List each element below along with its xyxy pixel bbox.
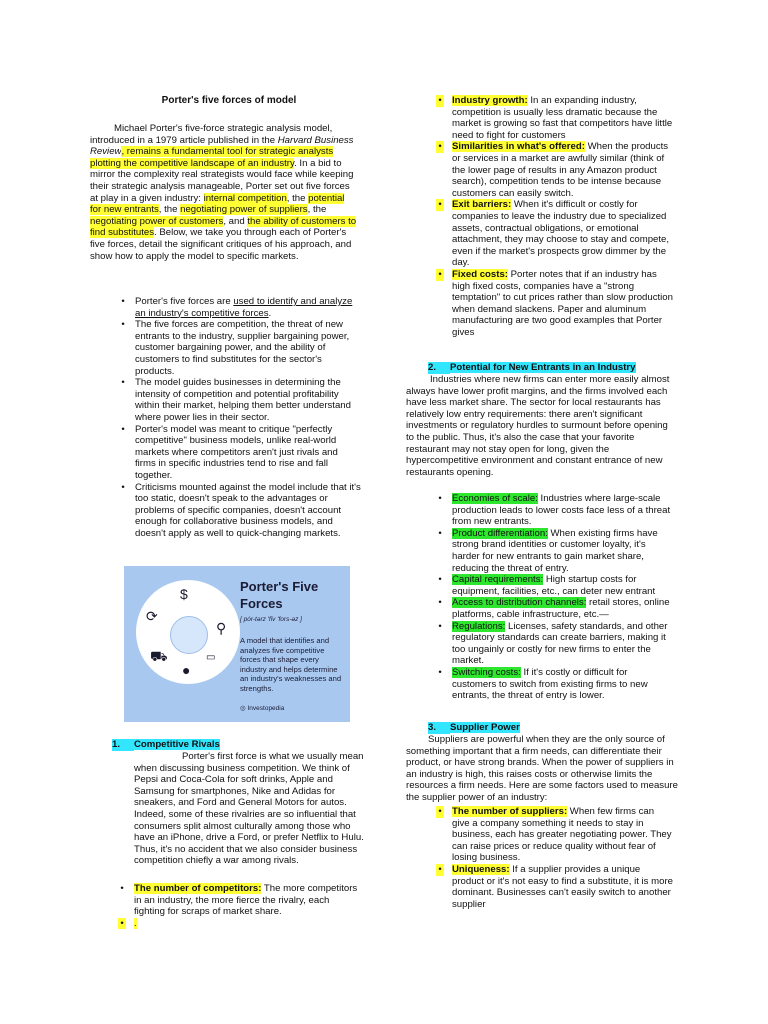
forces-wheel xyxy=(136,580,240,684)
refresh-icon: ⟳ xyxy=(146,608,158,624)
item-label: Economies of scale: xyxy=(452,493,538,504)
list-item: • Uniqueness: If a supplier provides a unique product or it's not easy to find a substitute, it is more dominant. Businesses can't easily switch to another supplier xyxy=(452,864,674,910)
infographic-pronunciation: [ pȯr-tərz 'fīv 'fors-əz ] xyxy=(240,616,302,623)
intro-text-2: . In a bid to mirror the complexity real strategists would face while keeping their strategic analysis manageable, Porter set out five forces at play in a given industry: xyxy=(90,157,354,204)
key-takeaways-list xyxy=(121,296,361,539)
search-icon: ⚲ xyxy=(216,620,227,636)
brand-label: Investopedia xyxy=(247,705,285,712)
wheel-hub xyxy=(170,616,208,654)
investopedia-logo: ◎ Investopedia xyxy=(240,705,285,712)
list-item: • Porter's model was meant to critique "perfectly competitive" business models, unlike real-world markets where competitors aren't just rivals and firms in specific industries tend to rise and fall together. xyxy=(121,423,338,481)
intro-text-4: , the xyxy=(158,204,181,216)
list-item: • The number of suppliers: When few firms can give a company something it needs to stay in business, each has greater negotiating power. They can raise prices or reduce quality without fear of losing business. xyxy=(452,806,674,864)
infographic-title: Porter's Five Forces xyxy=(240,579,319,611)
section-1-heading xyxy=(112,739,352,751)
item-label: Industry growth: xyxy=(452,95,528,106)
section-1-continued-list xyxy=(438,95,674,338)
intro-text-7: . Below, we take you through each of Porter's five forces, detail the significant critiques of his approach, and show how to apply the model to specific markets. xyxy=(90,227,352,262)
list-item: • The model guides businesses in determining the intensity of competition and potential profitability within their market, helping them better understand where power lies in their sector. xyxy=(121,377,351,423)
infographic-description: A model that identifies and analyzes five competitive forces that shape every industry and helps determine an industry's weaknesses and strengths. xyxy=(240,636,342,693)
section-3-heading xyxy=(428,722,678,734)
shopping-cart-icon: ⛟ xyxy=(150,648,168,664)
item-label: The number of suppliers: xyxy=(452,806,568,817)
item-label: Fixed costs: xyxy=(452,268,508,280)
list-item: • Industry growth: In an expanding industry, competition is usually less dramatic because the market is growing so fast that competitors have little need to fight for customers xyxy=(452,95,674,141)
item-label: Similarities in what's offered: xyxy=(452,141,585,153)
list-item: • Access to distribution channels: retail stores, online platforms, cable infrastructure, etc.— xyxy=(438,597,670,620)
list-item: • . xyxy=(134,918,360,930)
list-item: • Fixed costs: Porter notes that if an industry has high fixed costs, companies have a "strong temptation" to cut prices rather than slow production when demand slackens. Paper and aluminum manufacturing are two good examples that Porter gives xyxy=(452,269,674,339)
intro-highlight-1: , remains a fundamental tool for strategic analysts plotting the competitive landscape of an industry xyxy=(90,146,334,169)
intro-text-6: , and xyxy=(223,215,248,227)
section-title: Potential for New Entrants in an Industry xyxy=(450,362,636,373)
list-item: • Economies of scale: Industries where large-scale production leads to lower costs face less of a threat from new entrants. xyxy=(438,493,671,528)
section-1-body: Porter's first force is what we usually mean when discussing business competition. We think of Pepsi and Coca-Cola for soft drinks, Apple and Samsung for smartphones, Nike and Adidas for sneakers, and Ford and General Motors for autos. Indeed, some of these rivalries are so influential that consumers split almost culturally among those who have an iPhone, drive a Ford, or prefer Netflix to Hulu. Thus, it's no accident that we also consider business competition chiefly a war among rivals. xyxy=(134,751,364,867)
intro-hbr: Harvard Business Review xyxy=(90,134,354,158)
intro-text-3: , the xyxy=(286,192,309,204)
item-label: The number of competitors: xyxy=(134,883,262,894)
intro-paragraph xyxy=(90,123,358,262)
section-3-body: Suppliers are powerful when they are the only source of something important that a firm needs, can differentiate their product, or have strong brands. When the power of suppliers in an industry is high, this raises costs or otherwise limits the resources a firm needs. Here are some factors used to measure the supplier power of an industry: xyxy=(406,734,678,803)
section-2-list xyxy=(438,493,674,702)
section-number: 2. xyxy=(428,362,450,374)
section-title: Supplier Power xyxy=(450,722,520,733)
intro-highlight-customers: negotiating power of customers xyxy=(90,215,224,227)
item-label: Regulations: xyxy=(452,620,506,632)
underlined-text: used to identify and analyze an industry's competitive forces xyxy=(135,296,353,319)
porters-five-forces-infographic xyxy=(124,566,350,722)
list-item: • Product differentiation: When existing firms have strong brand identities or customer loyalty, it's harder for new entrants to gain market share, reducing the threat of entry. xyxy=(438,527,658,574)
section-number: 1. xyxy=(112,739,134,751)
list-item: • Capital requirements: High startup costs for equipment, facilities, etc., can deter new entrant xyxy=(438,574,656,597)
intro-highlight-substitutes: the ability of customers to find substitutes xyxy=(90,215,357,239)
section-1-list xyxy=(120,883,360,929)
intro-text-1: Michael Porter's five-force strategic analysis model, introduced in a 1979 article published in the xyxy=(90,123,333,146)
item-label: Access to distribution channels: xyxy=(452,597,587,609)
section-3-list xyxy=(438,806,674,910)
intro-highlight-internal: internal competition xyxy=(203,192,287,204)
item-label: Exit barriers: xyxy=(452,199,512,211)
section-2-heading xyxy=(428,362,678,374)
chat-icon: ▭ xyxy=(206,652,216,663)
list-item: • The number of competitors: The more competitors in an industry, the more fierce the rivalry, each fighting for scraps of market share. xyxy=(120,883,358,918)
list-item: • The five forces are competition, the threat of new entrants to the industry, supplier bargaining power, customer bargaining power, and the ability of customers to find substitutes for the sector's products. xyxy=(121,319,350,377)
item-label: Product differentiation: xyxy=(452,527,548,539)
intro-text-5: , the xyxy=(307,204,327,216)
intro-highlight-suppliers: negotiating power of suppliers xyxy=(180,204,308,216)
money-bag-icon: $ xyxy=(180,586,188,602)
section-2-body: Industries where new firms can enter more easily almost always have lower profit margins, and the firms involved each have less market share. The sector for local restaurants has relatively low entry requirements: there aren't significant investments or regulatory hurdles to surmount before opening to the public. Thus, it's also the case that your favorite restaurant may not stay open for long, given the hypercompetitive environment and constant entrance of new restaurants opening. xyxy=(406,374,670,478)
list-item: • Criticisms mounted against the model include that it's too static, doesn't speak to the advantages or problems of specific companies, doesn't account enough for collaborative business models, and doesn't apply as well to quick-changing markets. xyxy=(121,481,361,539)
section-number: 3. xyxy=(428,722,450,734)
list-item: • Similarities in what's offered: When the products or services in a market are awfully similar (think of the lower page of results in any Amazon product search), competition tends to be intense because customers can easily switch. xyxy=(452,141,674,199)
section-title: Competitive Rivals xyxy=(134,739,220,750)
person-icon: ● xyxy=(182,662,191,678)
list-item: • Switching costs: If it's costly or difficult for customers to switch from existing firms to new entrants, the threat of entry is lower. xyxy=(438,666,648,702)
list-item: • Exit barriers: When it's difficult or costly for companies to leave the industry due to specialized assets, contractual obligations, or emotional attachment, they may choose to stay and compete, even if the market's prospects grow dimmer by the day. xyxy=(452,199,674,269)
list-item: • Regulations: Licenses, safety standards, and other regulatory standards can create barriers, making it too ungainly or costly for new firms to enter the market. xyxy=(438,620,668,667)
intro-highlight-entrants: potential for new entrants xyxy=(90,192,345,216)
item-label: Switching costs: xyxy=(452,666,521,678)
item-label: Uniqueness: xyxy=(452,863,510,875)
list-item: • Porter's five forces are used to identify and analyze an industry's competitive forces. xyxy=(121,296,353,319)
item-label: Capital requirements: xyxy=(452,574,544,586)
page-title: Porter's five forces of model xyxy=(161,95,297,106)
